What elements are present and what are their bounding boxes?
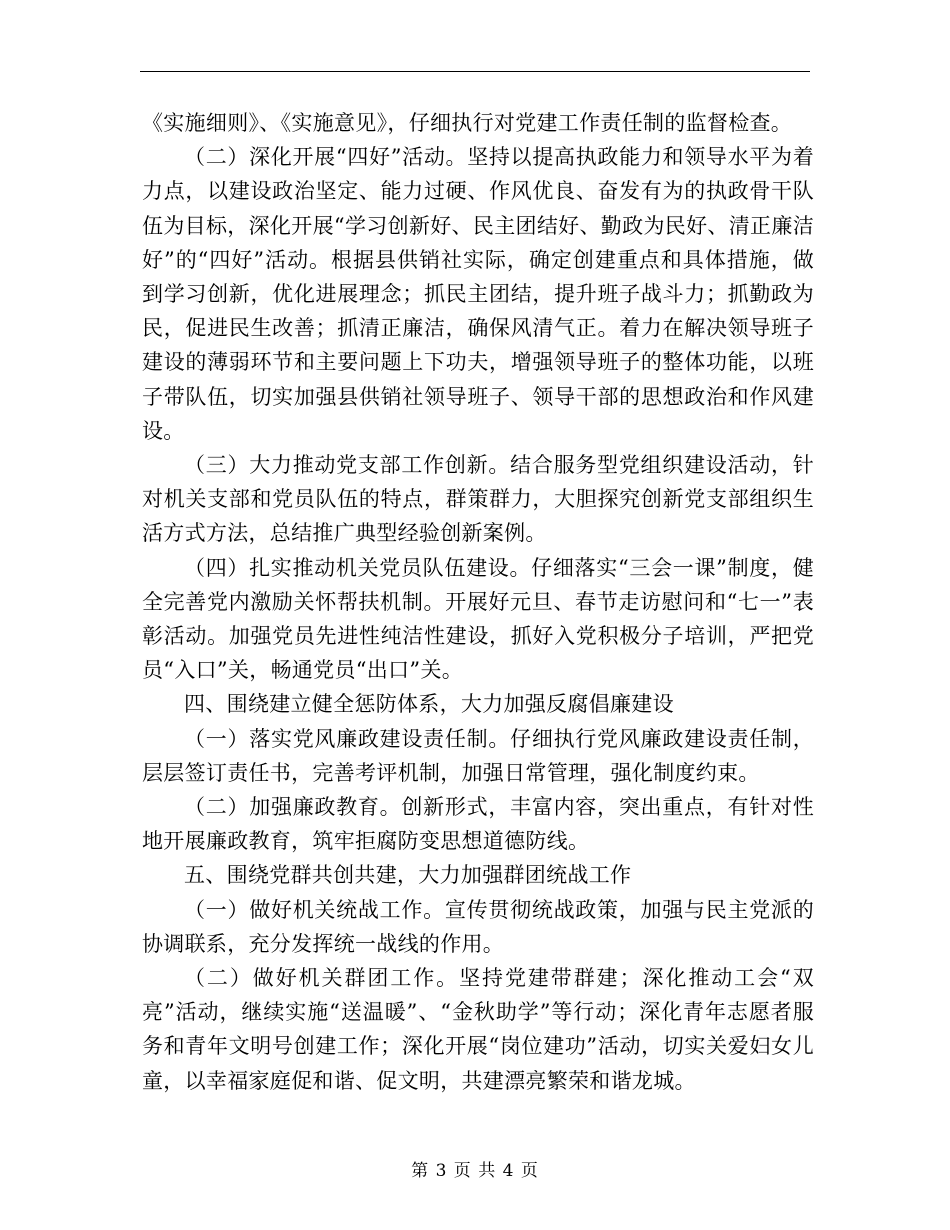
- document-body: [142, 106, 814, 1098]
- header-rule: [140, 71, 810, 72]
- section-heading-5: 五、围绕党群共创共建，大力加强群团统战工作: [184, 863, 632, 888]
- paragraph-united-front: （一）做好机关统战工作。宣传贯彻统战政策，加强与民主党派的协调联系，充分发挥统一战线的作用。: [142, 897, 814, 956]
- section-heading-4: 四、围绕建立健全惩防体系，大力加强反腐倡廉建设: [184, 692, 674, 717]
- paragraph-responsibility-system: （一）落实党风廉政建设责任制。仔细执行党风廉政建设责任制，层层签订责任书，完善考评机制，加强日常管理，强化制度约束。: [142, 726, 814, 785]
- paragraph-mass-organizations: （二）做好机关群团工作。坚持党建带群建；深化推动工会“双亮”活动，继续实施“送温暖”、“金秋助学”等行动；深化青年志愿者服务和青年文明号创建工作；深化开展“岗位建功”活动，切实关爱妇女儿童，以幸福家庭促和谐、促文明，共建漂亮繁荣和谐龙城。: [142, 966, 814, 1093]
- paragraph-party-member-team: （四）扎实推动机关党员队伍建设。仔细落实“三会一课”制度，健全完善党内激励关怀帮扶机制。开展好元旦、春节走访慰问和“七一”表彰活动。加强党员先进性纯洁性建设，抓好入党积极分子培训，严把党员“入口”关，畅通党员“出口”关。: [142, 555, 814, 683]
- page-footer: 第 3 页 共 4 页: [411, 1161, 539, 1181]
- paragraph-si-hao: （二）深化开展“四好”活动。坚持以提高执政能力和领导水平为着力点，以建设政治坚定、能力过硬、作风优良、奋发有为的执政骨干队伍为目标，深化开展“学习创新好、民主团结好、勤政为民好、清正廉洁好”的“四好”活动。根据县供销社实际，确定创建重点和具体措施，做到学习创新，优化进展理念；抓民主团结，提升班子战斗力；抓勤政为民，促进民生改善；抓清正廉洁，确保风清气正。着力在解决领导班子建设的薄弱环节和主要问题上下功夫，增强领导班子的整体功能，以班子带队伍，切实加强县供销社领导班子、领导干部的思想政治和作风建设。: [142, 145, 814, 443]
- paragraph-continuation: 《实施细则》、《实施意见》，仔细执行对党建工作责任制的监督检查。: [142, 111, 793, 135]
- paragraph-party-branch-innovation: （三）大力推动党支部工作创新。结合服务型党组织建设活动，针对机关支部和党员队伍的特点，群策群力，大胆探究创新党支部组织生活方式方法，总结推广典型经验创新案例。: [142, 453, 814, 546]
- paragraph-clean-government-education: （二）加强廉政教育。创新形式，丰富内容，突出重点，有针对性地开展廉政教育，筑牢拒腐防变思想道德防线。: [142, 795, 814, 854]
